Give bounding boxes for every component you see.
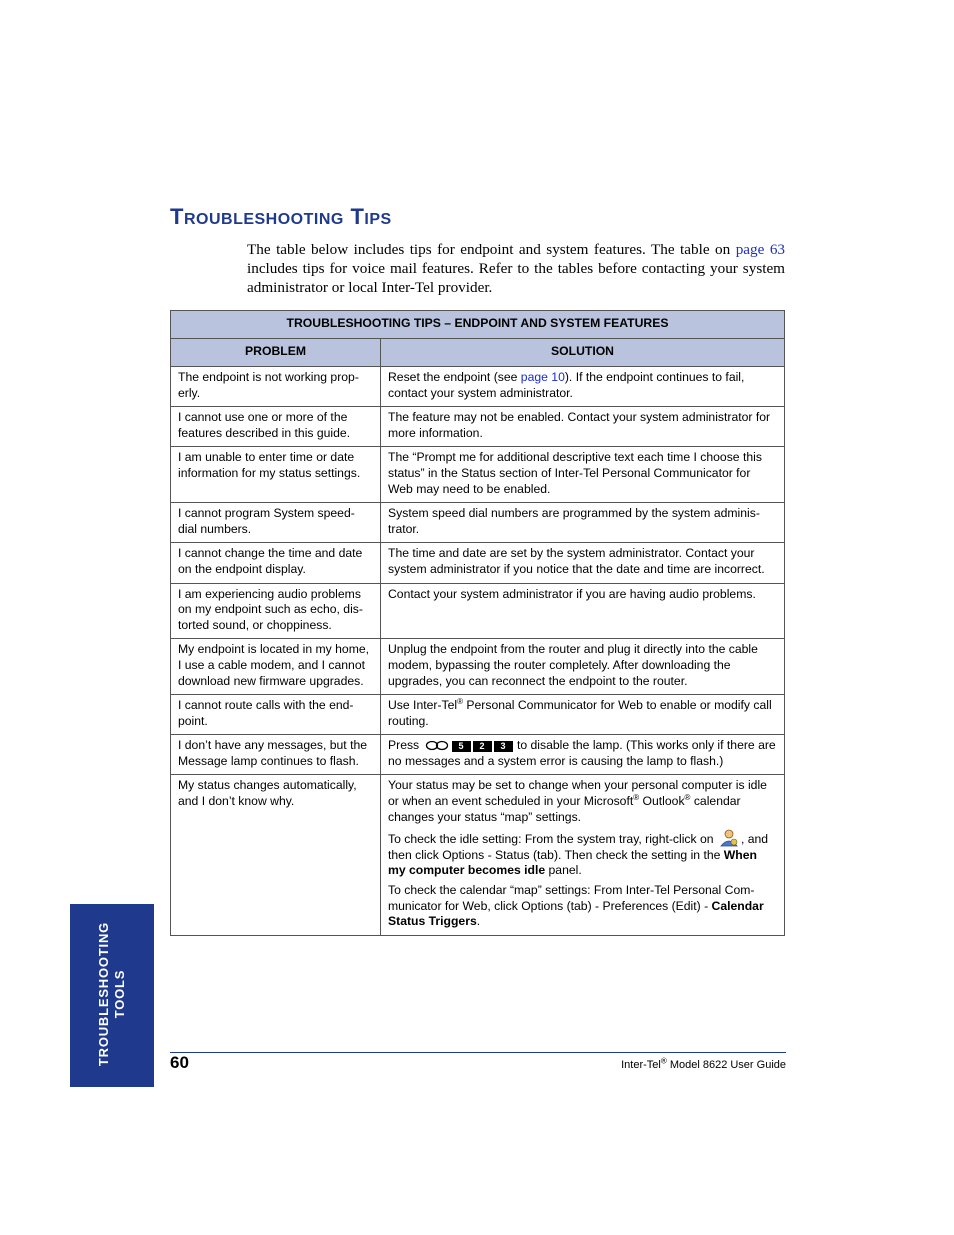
problem-cell: My endpoint is located in my home, I use a cable modem, and I cannot download new firmware upgrades. [171, 639, 381, 695]
table-row [171, 367, 785, 407]
table-row [171, 583, 785, 639]
table-row [171, 447, 785, 503]
page-10-link[interactable]: page 10 [520, 370, 565, 384]
solution-cell [381, 775, 785, 935]
chapter-side-tab-label: TROUBLESHOOTING TOOLS [96, 921, 127, 1067]
problem-cell: I cannot change the time and date on the endpoint display. [171, 543, 381, 583]
table-row [171, 503, 785, 543]
problem-cell: I am experiencing audio problems on my endpoint such as echo, dis-torted sound, or choppiness. [171, 583, 381, 639]
table-row [171, 407, 785, 447]
footer-divider [170, 1052, 786, 1053]
table-title: TROUBLESHOOTING TIPS – ENDPOINT AND SYSTEM FEATURES [171, 311, 785, 339]
problem-cell: I cannot program System speed-dial numbers. [171, 503, 381, 543]
solution-cell: The time and date are set by the system administrator. Contact your system administrator if you notice that the date and time are incorrect. [381, 543, 785, 583]
table-row [171, 775, 785, 935]
problem-cell: My status changes automatically, and I don’t know why. [171, 775, 381, 935]
solution-cell: The feature may not be enabled. Contact your system administrator for more information. [381, 407, 785, 447]
table-row [171, 543, 785, 583]
chapter-side-tab [70, 904, 154, 1087]
footer-guide-title: Inter-Tel® Model 8622 User Guide [621, 1056, 786, 1071]
solution-cell: The “Prompt me for additional descriptive text each time I choose this status” in the Status section of Inter-Tel Personal Communicator for Web may need to be enabled. [381, 447, 785, 503]
solution-cell: Reset the endpoint (see page 10). If the endpoint continues to fail, contact your system administrator. [381, 367, 785, 407]
solution-cell: Use Inter-Tel® Personal Communicator for Web to enable or modify call routing. [381, 695, 785, 735]
page-63-link[interactable]: page 63 [735, 241, 786, 258]
personal-communicator-tray-icon [719, 829, 739, 847]
problem-cell: I cannot use one or more of the features described in this guide. [171, 407, 381, 447]
solution-cell: System speed dial numbers are programmed by the system adminis-trator. [381, 503, 785, 543]
heading-initial: T [170, 204, 184, 229]
solution-cell: Press 5 2 3 to disable the lamp. (This works only if there are no messages and a system error is causing the lamp to flash.) [381, 735, 785, 775]
solution-paragraph: Your status may be set to change when your personal computer is idle or when an event scheduled in your Microsoft® Outlook® calendar changes your status “map” settings. [388, 778, 767, 824]
dialpad-key-3: 3 [494, 741, 513, 752]
dialpad-key-5: 5 [452, 741, 471, 752]
section-heading [170, 204, 392, 230]
heading-word2: IPS [364, 211, 392, 228]
troubleshooting-table [170, 310, 785, 936]
problem-cell: I cannot route calls with the end-point. [171, 695, 381, 735]
column-header-problem: PROBLEM [171, 339, 381, 367]
solution-cell: Contact your system administrator if you are having audio problems. [381, 583, 785, 639]
dialpad-key-2: 2 [473, 741, 492, 752]
heading-word1: ROUBLESHOOTING [183, 211, 344, 228]
column-header-solution: SOLUTION [381, 339, 785, 367]
solution-paragraph: To check the calendar “map” settings: From Inter-Tel Personal Com-municator for Web, click Options (tab) - Preferences (Edit) - Calendar Status Triggers. [388, 883, 764, 929]
problem-cell: I don’t have any messages, but the Message lamp continues to flash. [171, 735, 381, 775]
heading-initial2: T [350, 204, 365, 229]
message-lamp-icon [425, 740, 449, 751]
solution-cell: Unplug the endpoint from the router and plug it directly into the cable modem, bypassing the router completely. After downloading the upgrades, you can reconnect the endpoint to the router. [381, 639, 785, 695]
problem-cell: I am unable to enter time or date information for my status settings. [171, 447, 381, 503]
table-row [171, 639, 785, 695]
table-row [171, 735, 785, 775]
intro-paragraph: The table below includes tips for endpoint and system features. The table on page 63 includes tips for voice mail features. Refer to the tables before contacting your system administrator or local Inter-Tel provider. [247, 241, 786, 296]
problem-cell: The endpoint is not working prop-erly. [171, 367, 381, 407]
page-number: 60 [170, 1053, 189, 1072]
solution-paragraph: To check the idle setting: From the system tray, right-click on , and then click Options - Status (tab). Then check the setting in the When my computer becomes idle panel. [388, 829, 777, 879]
table-row [171, 695, 785, 735]
